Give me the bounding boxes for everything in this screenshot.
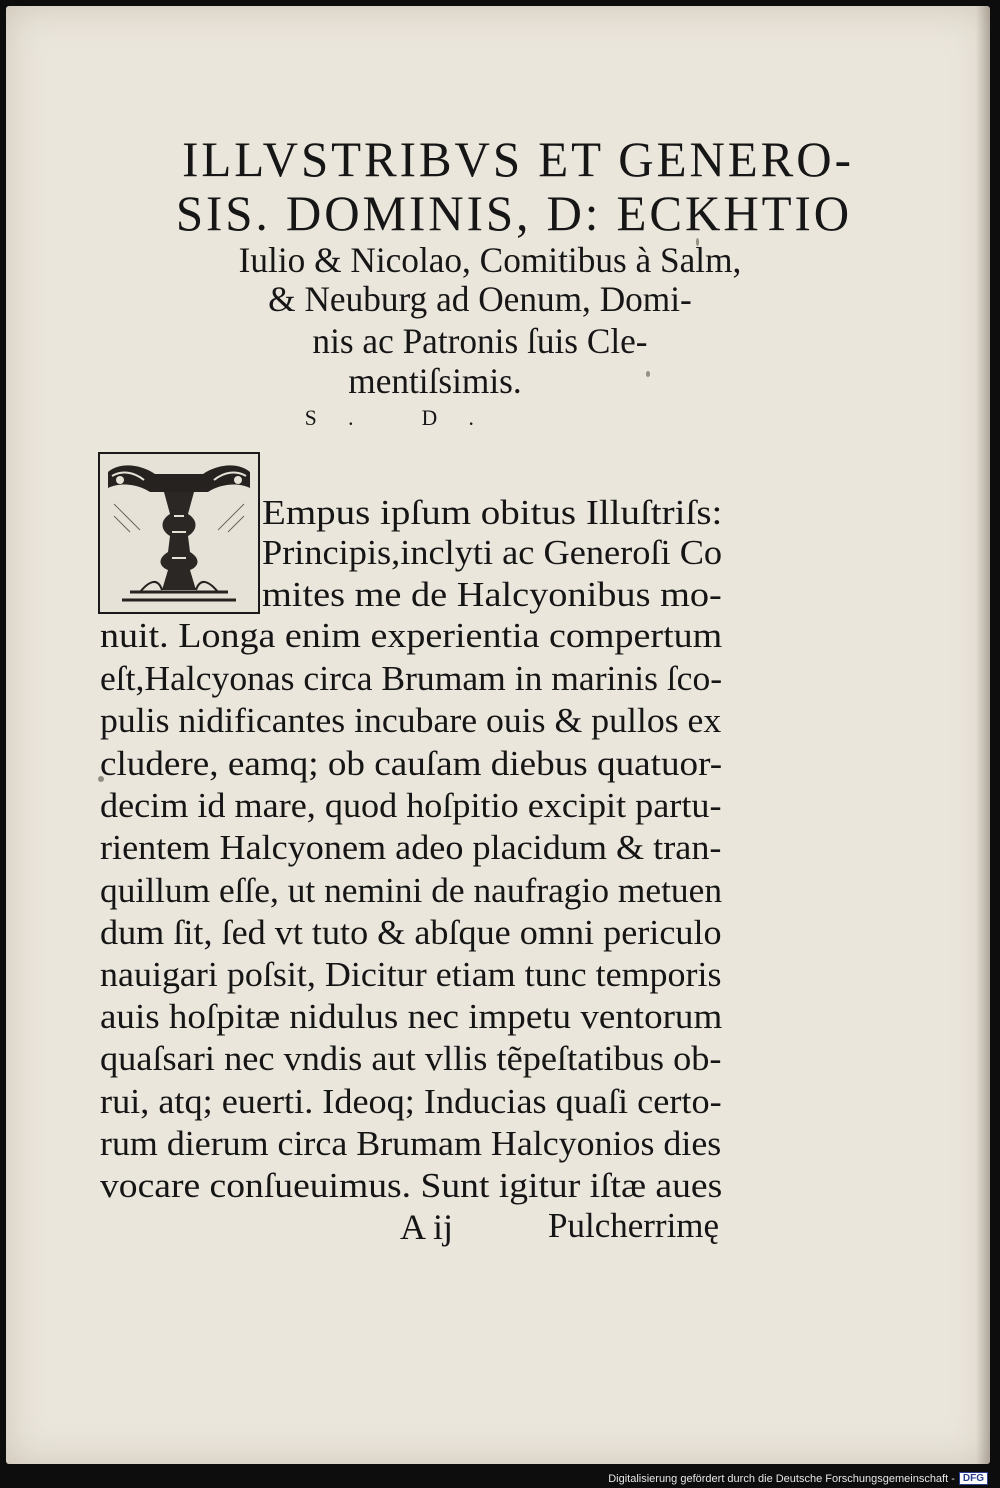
heading-line-2: SIS. DOMINIS, D: ECKHTIO (175, 185, 853, 241)
heading-line-5: nis ac Patronis ſuis Cle- (312, 321, 648, 361)
text-line: rum dierum circa Brumam Halcyonios dies (100, 1124, 722, 1163)
text-line: auis hoſpitæ nidulus nec impetu ventorum (100, 997, 723, 1036)
text-line: cludere, eamq; ob cauſam diebus quatuor- (100, 744, 723, 783)
text-line: quaſsari nec vndis aut vllis tẽpeſtatibus ob- (100, 1039, 722, 1078)
credit-text: Digitalisierung gefördert durch die Deutsche Forschungsgemeinschaft - (608, 1472, 955, 1485)
text-line: dum ſit, ſed vt tuto & abſque omni periculo (100, 913, 722, 952)
salutation: S. D. (304, 405, 506, 430)
text-line: quillum eſſe, ut nemini de naufragio metuen (100, 871, 723, 910)
signature-mark: A ij (400, 1207, 454, 1247)
heading-line-3: Iulio & Nicolao, Comitibus à Salm, (238, 240, 742, 280)
digitization-credit (608, 1472, 988, 1485)
text-line: Empus ipſum obitus Illuſtriſs: (262, 493, 723, 532)
text-line: decim id mare, quod hoſpitio excipit partu- (100, 786, 722, 825)
heading-line-4: & Neuburg ad Oenum, Domi- (268, 279, 692, 319)
text-line: nuit. Longa enim experientia compertum (100, 616, 723, 655)
text-line: pulis nidificantes incubare ouis & pullos ex (100, 701, 722, 740)
text-line: eſt,Halcyonas circa Brumam in marinis ſco- (100, 659, 723, 698)
decorated-initial-t (98, 452, 260, 614)
text-line: vocare conſueuimus. Sunt igitur iſtæ aues (100, 1166, 723, 1205)
heading-line-1: ILLVSTRIBVS ET GENERO- (182, 131, 854, 187)
catchword: Pulcherrimę (548, 1206, 720, 1245)
text-line: Principis,inclyti ac Generoſi Co (262, 533, 723, 572)
text-line: rui, atq; euerti. Ideoq; Inducias quaſi certo- (100, 1082, 722, 1121)
dfg-logo-icon[interactable]: DFG (959, 1472, 988, 1485)
text-line: mites me de Halcyonibus mo- (262, 575, 722, 614)
text-line: nauigari poſsit, Dicitur etiam tunc temporis (100, 955, 722, 994)
heading-line-6: mentiſsimis. (348, 361, 522, 401)
woodcut-letter-t-icon (100, 454, 258, 612)
text-line: rientem Halcyonem adeo placidum & tran- (100, 828, 722, 867)
